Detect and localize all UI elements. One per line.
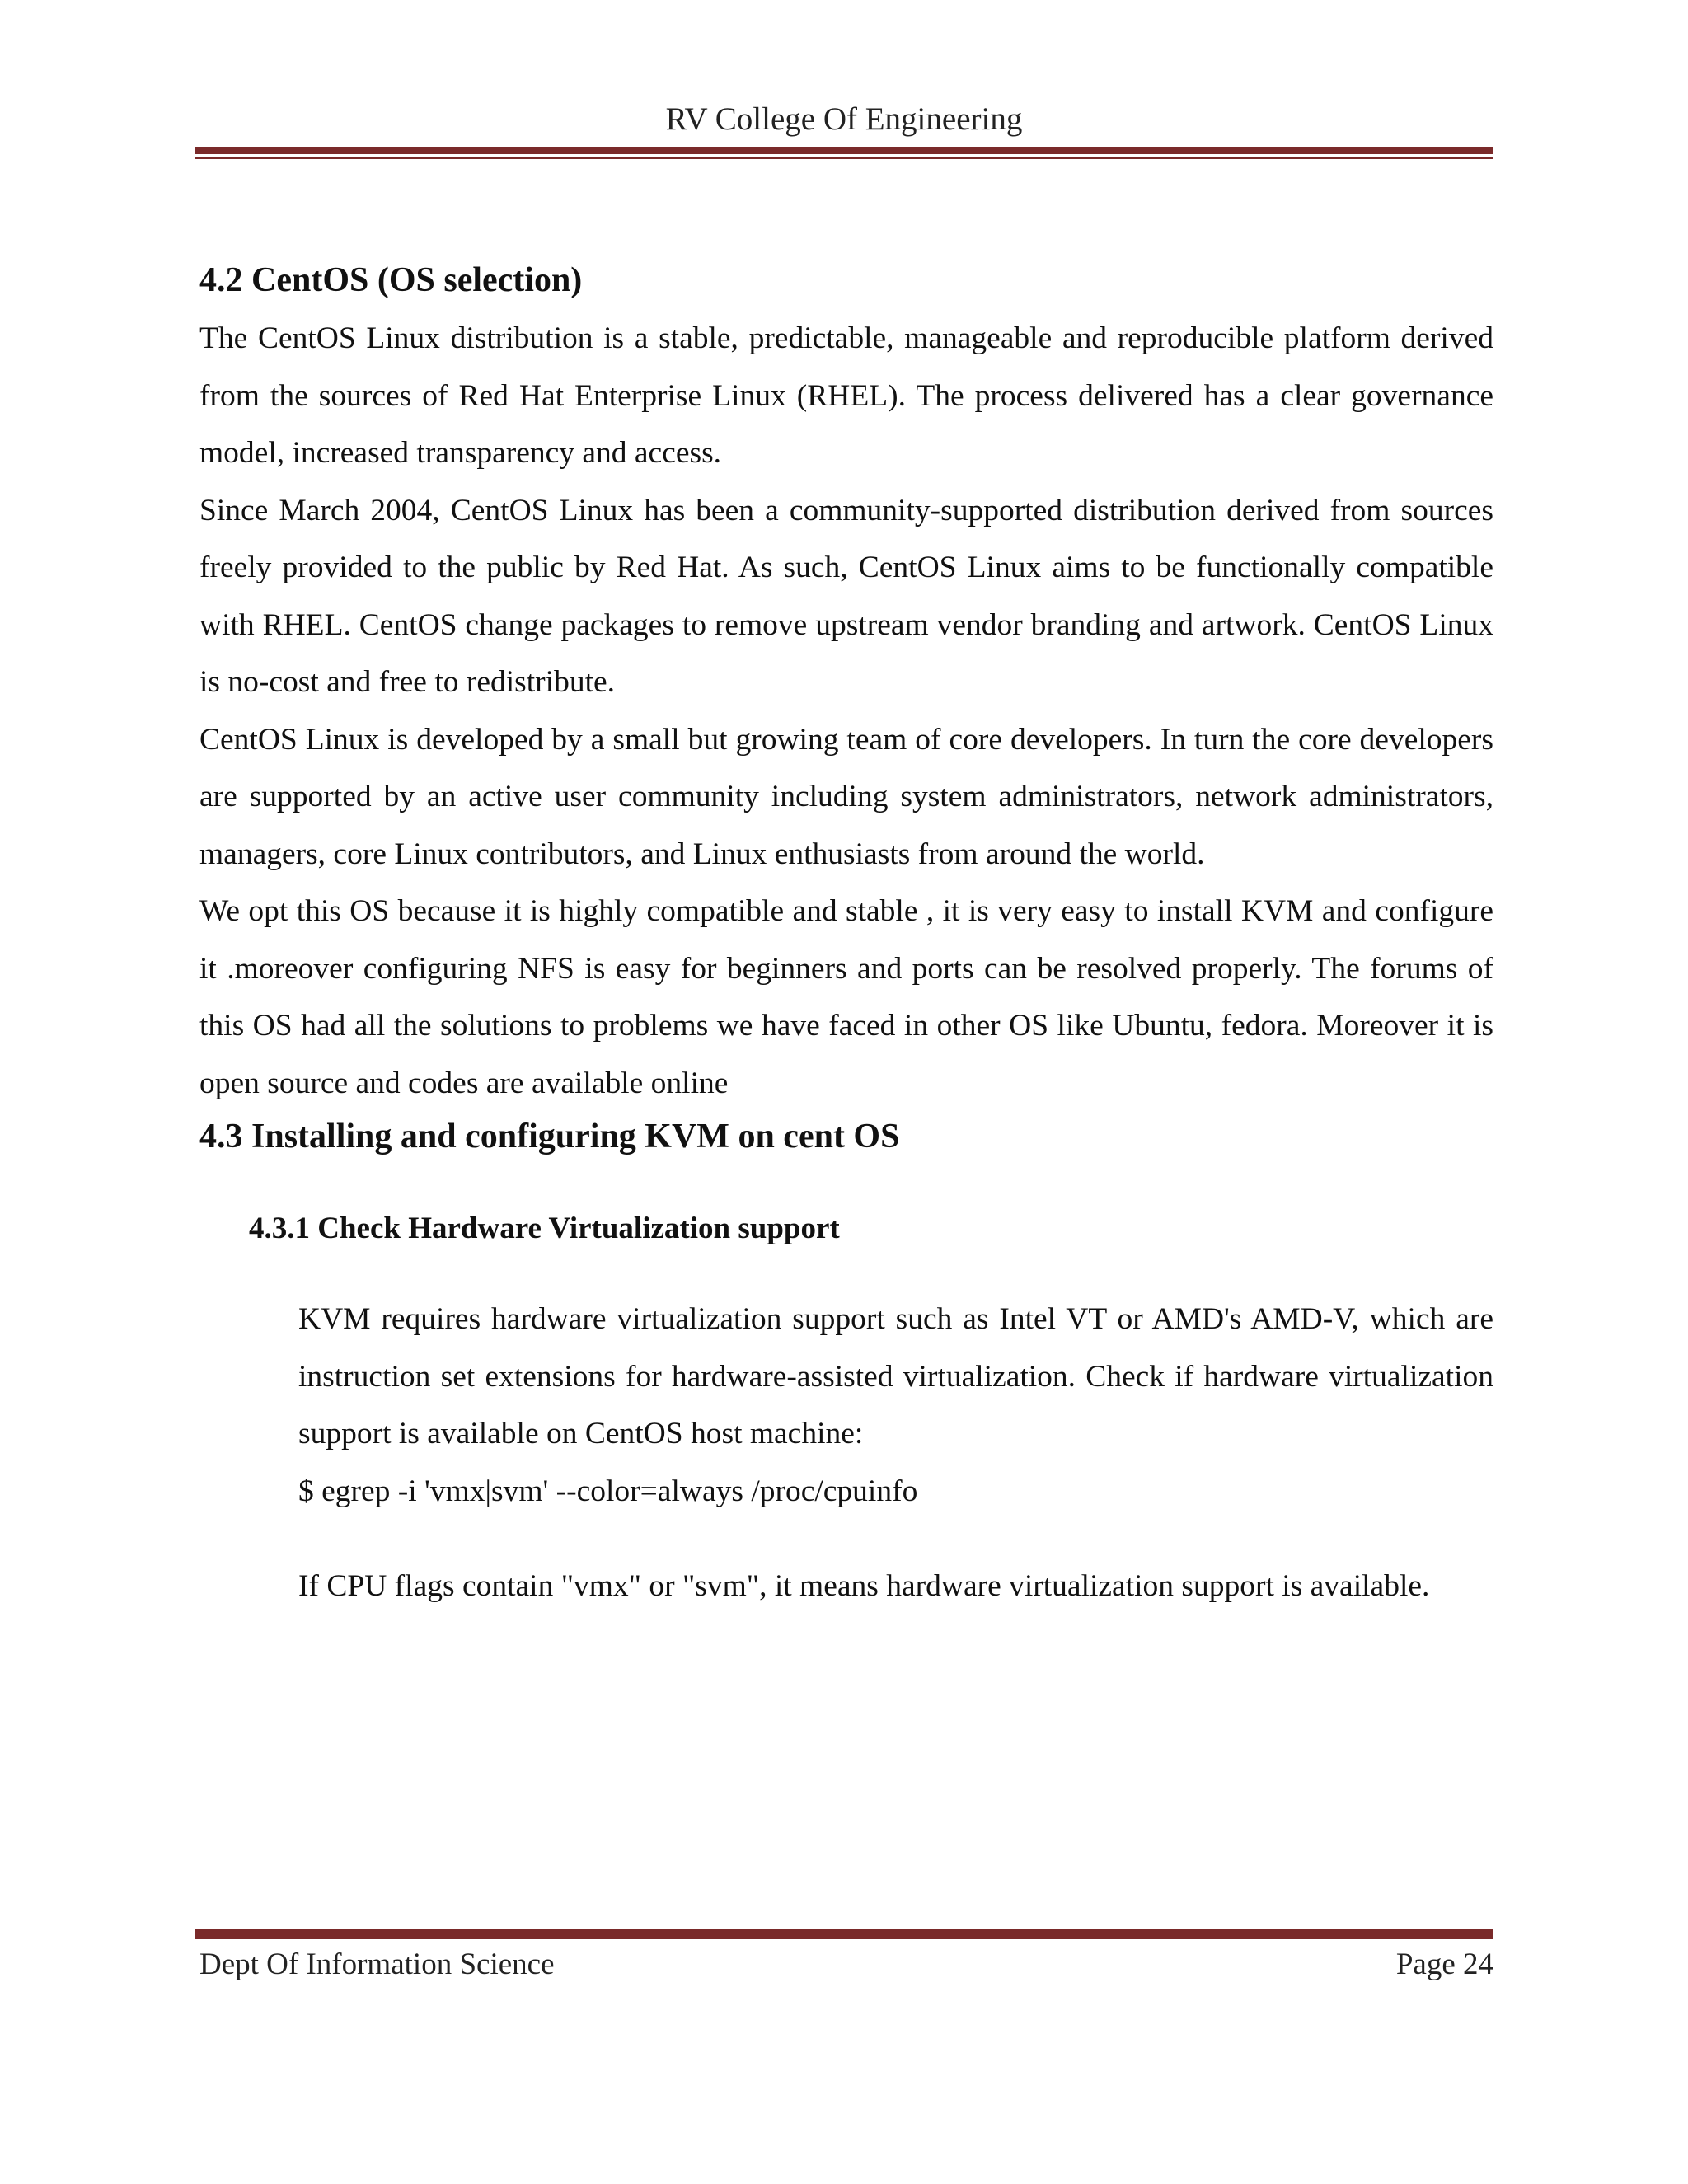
subsection-4-3-1-body xyxy=(199,1291,1493,1615)
paragraph-cpu-flags: If CPU flags contain "vmx" or "svm", it means hardware virtualization support is available. xyxy=(298,1569,1430,1603)
section-4-3-heading: 4.3 Installing and configuring KVM on cent OS xyxy=(199,1118,900,1155)
subsection-4-3-1-heading: 4.3.1 Check Hardware Virtualization support xyxy=(249,1212,840,1245)
footer-page-number: Page 24 xyxy=(1395,1947,1493,1981)
page-header-title: RV College Of Engineering xyxy=(665,101,1023,137)
page-footer xyxy=(199,1945,1493,1985)
footer-rule xyxy=(195,1927,1493,1939)
paragraph-centos-intro: The CentOS Linux distribution is a stable, predictable, manageable and reproducible platform derived from the sources of Red Hat Enterprise Linux (RHEL). The process delivered has a clear governance model, increased transparency and access. xyxy=(199,321,1493,470)
paragraph-centos-history: Since March 2004, CentOS Linux has been a community-supported distribution derived from sources freely provided to the public by Red Hat. As such, CentOS Linux aims to be functionally compatible with RHEL. CentOS change packages to remove upstream vendor branding and artwork. CentOS Linux is no-cost and free to redistribute. xyxy=(199,493,1493,699)
main-content xyxy=(199,247,1493,1615)
footer-department: Dept Of Information Science xyxy=(199,1947,555,1981)
paragraph-centos-team: CentOS Linux is developed by a small but growing team of core developers. In turn the core developers are supported by an active user community including system administrators, network administrators, managers, core Linux contributors, and Linux enthusiasts from around the world. xyxy=(199,722,1493,871)
paragraph-centos-reason: We opt this OS because it is highly compatible and stable , it is very easy to install KVM and configure it .moreover configuring NFS is easy for beginners and ports can be resolved properly. The forums of this OS had all the solutions to problems we have faced in other OS like Ubuntu, fedora. Moreover it is open source and codes are available online xyxy=(199,894,1493,1100)
section-4-2-heading: 4.2 CentOS (OS selection) xyxy=(199,261,583,299)
command-egrep: $ egrep -i 'vmx|svm' --color=always /proc/cpuinfo xyxy=(298,1474,918,1508)
header-rule xyxy=(195,147,1493,159)
paragraph-kvm-requirements: KVM requires hardware virtualization support such as Intel VT or AMD's AMD-V, which are instruction set extensions for hardware-assisted virtualization. Check if hardware virtualization support is available on CentOS host machine: xyxy=(298,1302,1493,1451)
